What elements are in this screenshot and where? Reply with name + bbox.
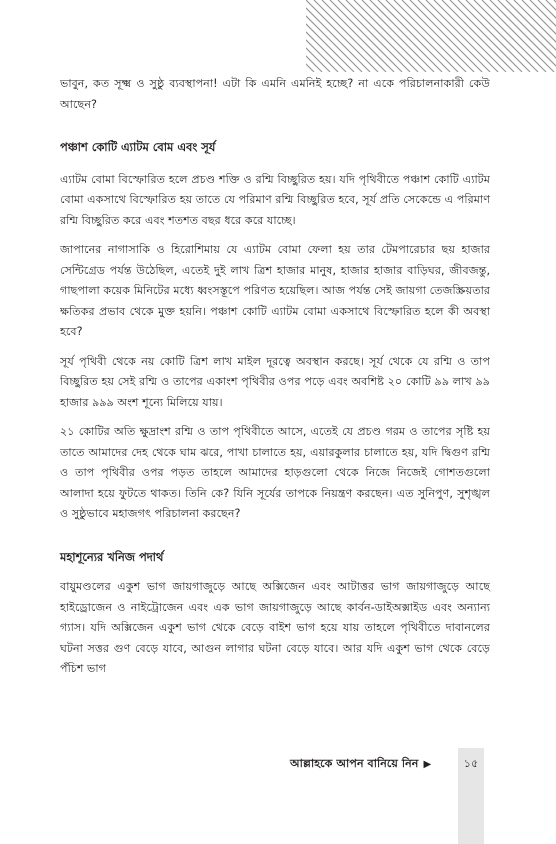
hatch-line <box>306 0 378 72</box>
corner-hatch-decoration <box>306 0 556 72</box>
hatch-line <box>402 0 474 72</box>
hatch-line <box>490 0 556 72</box>
hatch-line <box>362 0 434 72</box>
running-footer <box>290 752 431 776</box>
hatch-line <box>386 0 458 72</box>
hatch-line <box>370 0 442 72</box>
hatch-line <box>410 0 482 72</box>
hatch-line <box>450 0 522 72</box>
hatch-line <box>418 0 490 72</box>
hatch-line <box>442 0 514 72</box>
paragraph: সূর্য পৃথিবী থেকে নয় কোটি ত্রিশ লাখ মাইল দূরত্বে অবস্থান করছে। সূর্য থেকে যে রশ্মি ও তাপ বিচ্ছুরিত হয় সেই রশ্মি ও তাপের একাংশ পৃথিবীর ওপর পড়ে এবং অবশিষ্ট ২০ কোটি ৯৯ লাখ ৯৯ হাজার ৯৯৯ অংশ শূন্যে মিলিয়ে যায়। <box>60 354 490 409</box>
section-heading-atom-bomb-sun: পঞ্চাশ কোটি এ্যাটম বোম এবং সূর্য <box>60 140 216 154</box>
hatch-line <box>306 0 354 72</box>
hatch-line <box>306 0 370 72</box>
paragraph: এ্যাটম বোমা বিস্ফোরিত হলে প্রচণ্ড শক্তি ও রশ্মি বিচ্ছুরিত হয়। যদি পৃথিবীতে পঞ্চাশ কোটি এ্যাটম বোমা একসাথে বিস্ফোরিত হয় তাতে যে পরিমাণ রশ্মি বিচ্ছুরিত হবে, সূর্য প্রতি সেকেন্ডে এ পরিমাণ রশ্মি বিচ্ছুরিত করে এবং শতশত বছর ধরে করে যাচ্ছে। <box>60 172 490 227</box>
hatch-line <box>338 0 410 72</box>
hatch-line <box>378 0 450 72</box>
hatch-line <box>322 0 394 72</box>
hatch-line <box>466 0 538 72</box>
hatch-line <box>458 0 530 72</box>
page-body <box>60 74 490 689</box>
hatch-line <box>330 0 402 72</box>
hatch-line <box>314 0 386 72</box>
page-number: ১৫ <box>463 757 479 770</box>
paragraph: জাপানের নাগাসাকি ও হিরোশিমায় যে এ্যাটম বোমা ফেলা হয় তার টেমপারেচার ছয় হাজার সেন্টিগ্রেড পর্যন্ত উঠেছিল, এতেই দুই লাখ ত্রিশ হাজার মানুষ, হাজার হাজার বাড়িঘর, জীবজন্তু, গাছপালা কয়েক মিনিটের মধ্যে ধ্বংসস্তূপে পরিণত হয়েছিল। আজ পর্যন্ত সেই জায়গা তেজস্ক্রিয়তার ক্ষতিকর প্রভাব থেকে মুক্ত হয়নি। পঞ্চাশ কোটি এ্যাটম বোমা একসাথে বিস্ফোরিত হলে কী অবস্থা হবে? <box>60 243 490 338</box>
section-heading-space-minerals: মহাশূন্যের খনিজ পদার্থ <box>60 549 164 564</box>
hatch-line <box>394 0 466 72</box>
hatch-line <box>346 0 418 72</box>
hatch-line <box>354 0 426 72</box>
hatch-line <box>434 0 506 72</box>
hatch-line <box>426 0 498 72</box>
paragraph: বায়ুমণ্ডলের একুশ ভাগ জায়গাজুড়ে আছে অক্সিজেন এবং আটাত্তর ভাগ জায়গাজুড়ে আছে হাইড্রোজেন ও নাইট্রোজেন এবং এক ভাগ জায়গাজুড়ে আছে কার্বন-ডাইঅক্সাইড এবং অন্যান্য গ্যাস। যদি অক্সিজেন একুশ ভাগ থেকে বেড়ে বাইশ ভাগ হয়ে যায় তাহলে পৃথিবীতে দাবানলের ঘটনা সত্তর গুণ বেড়ে যাবে, আগুন লাগার ঘটনা বেড়ে যাবে। আর যদি একুশ ভাগ থেকে বেড়ে পঁচিশ ভাগ <box>60 580 490 675</box>
intro-paragraph: ভাবুন, কত সূক্ষ্ম ও সুষ্ঠু ব্যবস্থাপনা! এটা কি এমনি এমনিই হচ্ছে? না একে পরিচালনাকারী কেউ আছেন? <box>60 77 490 111</box>
paragraph: ২১ কোটির অতি ক্ষুদ্রাংশ রশ্মি ও তাপ পৃথিবীতে আসে, এতেই যে প্রচণ্ড গরম ও তাপের সৃষ্টি হয় তাতে আমাদের দেহ থেকে ঘাম ঝরে, পাখা চালাতে হয়, এয়ারকুলার চালাতে হয়, যদি দ্বিগুণ রশ্মি ও তাপ পৃথিবীর ওপর পড়ত তাহলে আমাদের হাড়গুলো থেকে নিজে নিজেই গোশতগুলো আলাদা হয়ে ফুটতে থাকত। তিনি কে? যিনি সূর্যের তাপকে নিয়ন্ত্রণ করছেন। এত সুনিপুণ, সুশৃঙ্খল ও সুষ্ঠুভাবে মহাজগৎ পরিচালনা করছেন? <box>60 425 490 520</box>
hatch-line <box>482 0 554 72</box>
hatch-line <box>474 0 546 72</box>
book-title: আল্লাহকে আপন বানিয়ে নিন <box>290 756 419 770</box>
arrow-right-icon: ▶ <box>423 758 432 770</box>
